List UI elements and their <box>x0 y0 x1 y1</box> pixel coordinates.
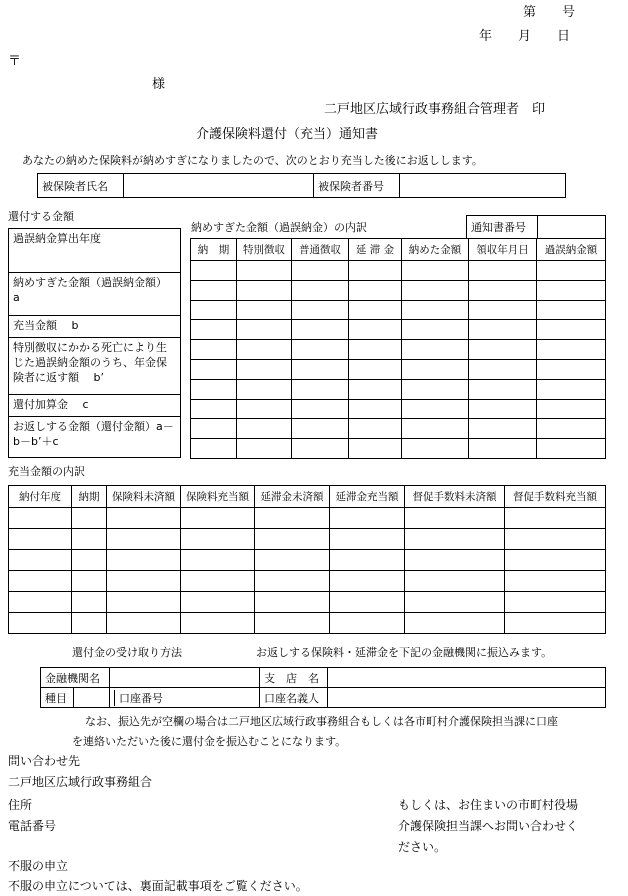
allocation-table-cell[interactable] <box>107 550 181 571</box>
overpaid-table-row <box>191 399 606 419</box>
allocation-table-row <box>9 613 606 634</box>
contact-phone-label: 電話番号 <box>8 819 57 833</box>
allocation-table-cell[interactable] <box>505 529 606 550</box>
refund-method-label: 還付金の受け取り方法 <box>72 646 182 659</box>
overpaid-table-cell[interactable] <box>237 300 292 320</box>
overpaid-table-cell[interactable] <box>191 261 237 281</box>
refund-item-interest: 還付加算金 c <box>9 395 180 417</box>
overpaid-table-cell[interactable] <box>191 379 237 399</box>
allocation-table-cell[interactable] <box>405 613 505 634</box>
bank-holder-field[interactable] <box>328 688 606 708</box>
overpaid-table-cell[interactable] <box>349 261 402 281</box>
overpaid-table-cell[interactable] <box>349 280 402 300</box>
overpaid-table-row <box>191 261 606 281</box>
overpaid-table-cell[interactable] <box>469 419 537 439</box>
overpaid-table-cell[interactable] <box>469 399 537 419</box>
contact-title: 問い合わせ先 <box>8 754 81 768</box>
notice-number-cell-label: 通知書番号 <box>467 216 538 239</box>
bank-account-number-field[interactable] <box>195 690 259 706</box>
overpaid-table-cell[interactable] <box>237 340 292 360</box>
allocation-table-cell[interactable] <box>72 529 107 550</box>
overpaid-table-cell[interactable] <box>237 280 292 300</box>
contact-org: 二戸地区広域行政事務組合 <box>8 775 153 789</box>
allocation-table-cell[interactable] <box>9 613 72 634</box>
allocation-table-cell[interactable] <box>107 508 181 529</box>
allocation-col-fee-unpaid: 督促手数料未済額 <box>405 486 505 508</box>
overpaid-table-cell[interactable] <box>537 439 606 459</box>
refund-item-allocation: 充当金額 b <box>9 316 180 338</box>
overpaid-table-cell[interactable] <box>402 340 469 360</box>
bank-branch-label: 支 店 名 <box>260 668 328 688</box>
overpaid-table-cell[interactable] <box>402 300 469 320</box>
overpaid-table-cell[interactable] <box>469 359 537 379</box>
allocation-table-cell[interactable] <box>330 508 405 529</box>
insured-number-label: 被保険者番号 <box>314 174 400 198</box>
allocation-table-cell[interactable] <box>405 529 505 550</box>
overpaid-table-cell[interactable] <box>292 359 349 379</box>
overpaid-col-receipt-date: 領収年月日 <box>469 239 537 261</box>
overpaid-table-cell[interactable] <box>191 359 237 379</box>
overpaid-col-period: 納 期 <box>191 239 237 261</box>
allocation-table-cell[interactable] <box>505 592 606 613</box>
overpaid-table-cell[interactable] <box>402 379 469 399</box>
overpaid-table-cell[interactable] <box>292 280 349 300</box>
overpaid-table-cell[interactable] <box>349 439 402 459</box>
bank-note-line1: なお、振込先が空欄の場合は二戸地区広域行政事務組合もしくは各市町村介護保険担当課に口座 <box>85 715 558 728</box>
overpaid-table-cell[interactable] <box>191 320 237 340</box>
allocation-table-cell[interactable] <box>330 529 405 550</box>
honorific: 様 <box>152 77 166 92</box>
allocation-table-row <box>9 550 606 571</box>
allocation-table-cell[interactable] <box>255 613 330 634</box>
allocation-table-cell[interactable] <box>405 550 505 571</box>
appeal-title: 不服の申立 <box>8 859 69 873</box>
insured-name-label: 被保険者氏名 <box>38 174 124 198</box>
allocation-table-cell[interactable] <box>255 550 330 571</box>
bank-institution-field[interactable] <box>110 668 260 688</box>
allocation-col-period: 納期 <box>72 486 107 508</box>
overpaid-table-cell[interactable] <box>292 261 349 281</box>
overpaid-table-row <box>191 340 606 360</box>
allocation-table-cell[interactable] <box>330 550 405 571</box>
contact-alt-line2: 介護保険担当課へお問い合わせく <box>398 819 579 833</box>
overpaid-table-cell[interactable] <box>469 340 537 360</box>
overpaid-table-cell[interactable] <box>292 379 349 399</box>
overpaid-table-cell[interactable] <box>237 419 292 439</box>
overpaid-table-cell[interactable] <box>537 300 606 320</box>
allocation-table-cell[interactable] <box>255 508 330 529</box>
overpaid-table-cell[interactable] <box>237 399 292 419</box>
refund-item-overpaid: 納めすぎた金額（過誤納金額） a <box>9 273 180 316</box>
allocation-table-cell[interactable] <box>181 592 255 613</box>
overpaid-table-cell[interactable] <box>292 340 349 360</box>
overpaid-table-cell[interactable] <box>537 261 606 281</box>
overpaid-table-cell[interactable] <box>469 320 537 340</box>
overpaid-table-cell[interactable] <box>469 300 537 320</box>
allocation-table-cell[interactable] <box>107 529 181 550</box>
date-label: 年 月 日 <box>479 29 571 44</box>
overpaid-table-cell[interactable] <box>191 280 237 300</box>
overpaid-table-cell[interactable] <box>292 399 349 419</box>
allocation-table <box>8 485 606 634</box>
allocation-table-cell[interactable] <box>330 571 405 592</box>
overpaid-table-cell[interactable] <box>402 399 469 419</box>
overpaid-col-ordinary: 普通徴収 <box>292 239 349 261</box>
contact-address-label: 住所 <box>8 798 33 812</box>
allocation-table-cell[interactable] <box>9 529 72 550</box>
overpaid-table-cell[interactable] <box>349 340 402 360</box>
allocation-table-row <box>9 508 606 529</box>
allocation-table-cell[interactable] <box>107 613 181 634</box>
overpaid-table-cell[interactable] <box>292 419 349 439</box>
overpaid-table-cell[interactable] <box>191 340 237 360</box>
bank-type-field[interactable] <box>74 688 110 708</box>
overpaid-table <box>190 238 606 459</box>
allocation-col-fiscal-year: 納付年度 <box>9 486 72 508</box>
refund-box-2 <box>8 272 181 458</box>
overpaid-table-cell[interactable] <box>537 340 606 360</box>
notice-number-table <box>466 215 606 239</box>
overpaid-table-cell[interactable] <box>402 439 469 459</box>
overpaid-section-title: 納めすぎた金額（過誤納金）の内訳 <box>191 221 367 234</box>
overpaid-table-cell[interactable] <box>191 300 237 320</box>
refund-item-death-refund: 特別徴収にかかる死亡により生じた過誤納金額のうち、年金保険者に返す額 b’ <box>9 338 180 395</box>
allocation-table-cell[interactable] <box>181 550 255 571</box>
allocation-table-cell[interactable] <box>505 550 606 571</box>
notice-number-field[interactable] <box>538 216 606 239</box>
overpaid-table-cell[interactable] <box>537 379 606 399</box>
overpaid-table-cell[interactable] <box>349 300 402 320</box>
bank-account-number-label: 口座番号 <box>114 690 195 706</box>
insured-number-field[interactable] <box>400 174 566 198</box>
allocation-table-cell[interactable] <box>181 571 255 592</box>
overpaid-col-overpaid: 過誤納金額 <box>537 239 606 261</box>
overpaid-table-cell[interactable] <box>349 320 402 340</box>
allocation-table-row <box>9 571 606 592</box>
allocation-table-cell[interactable] <box>72 571 107 592</box>
issuer: 二戸地区広域行政事務組合管理者 印 <box>324 102 546 117</box>
allocation-table-cell[interactable] <box>405 508 505 529</box>
overpaid-table-cell[interactable] <box>349 419 402 439</box>
overpaid-table-cell[interactable] <box>537 399 606 419</box>
overpaid-table-row <box>191 320 606 340</box>
bank-table <box>40 667 606 708</box>
allocation-table-cell[interactable] <box>505 508 606 529</box>
notice-number-label: 第 号 <box>523 5 576 20</box>
allocation-table-cell[interactable] <box>9 508 72 529</box>
overpaid-table-row <box>191 439 606 459</box>
overpaid-table-cell[interactable] <box>349 399 402 419</box>
overpaid-table-cell[interactable] <box>402 419 469 439</box>
overpaid-table-cell[interactable] <box>469 439 537 459</box>
overpaid-table-cell[interactable] <box>469 379 537 399</box>
allocation-table-cell[interactable] <box>255 571 330 592</box>
allocation-table-row <box>9 529 606 550</box>
refund-method-text: お返しする保険料・延滞金を下記の金融機関に振込みます。 <box>256 646 553 659</box>
bank-branch-field[interactable] <box>328 668 606 688</box>
intro-text: あなたの納めた保険料が納めすぎになりましたので、次のとおり充当した後にお返しします。 <box>22 154 483 167</box>
bank-account-cell <box>110 688 260 708</box>
overpaid-table-row <box>191 379 606 399</box>
overpaid-table-cell[interactable] <box>537 280 606 300</box>
overpaid-table-cell[interactable] <box>237 439 292 459</box>
bank-note-line2: を連絡いただいた後に還付金を振込むことになります。 <box>72 735 347 748</box>
allocation-col-penalty-unpaid: 延滞金未済額 <box>255 486 330 508</box>
contact-alt-line1: もしくは、お住まいの市町村役場 <box>398 798 579 812</box>
allocation-col-premium-allocated: 保険料充当額 <box>181 486 255 508</box>
allocation-table-cell[interactable] <box>9 571 72 592</box>
document-title: 介護保険料還付（充当）通知書 <box>196 127 379 142</box>
overpaid-table-cell[interactable] <box>292 439 349 459</box>
contact-alt-line3: ださい。 <box>398 840 447 854</box>
allocation-table-cell[interactable] <box>9 592 72 613</box>
allocation-table-cell[interactable] <box>505 613 606 634</box>
allocation-table-cell[interactable] <box>72 550 107 571</box>
overpaid-table-cell[interactable] <box>191 439 237 459</box>
allocation-table-cell[interactable] <box>255 529 330 550</box>
bank-holder-label: 口座名義人 <box>260 688 328 708</box>
allocation-table-cell[interactable] <box>72 613 107 634</box>
overpaid-table-row <box>191 280 606 300</box>
overpaid-table-cell[interactable] <box>469 261 537 281</box>
overpaid-table-cell[interactable] <box>237 359 292 379</box>
overpaid-table-cell[interactable] <box>191 419 237 439</box>
insured-table <box>37 173 566 198</box>
overpaid-col-penalty: 延 滞 金 <box>349 239 402 261</box>
allocation-table-cell[interactable] <box>405 592 505 613</box>
overpaid-table-cell[interactable] <box>237 320 292 340</box>
bank-institution-label: 金融機関名 <box>41 668 110 688</box>
overpaid-table-cell[interactable] <box>237 379 292 399</box>
insured-name-field[interactable] <box>124 174 314 198</box>
appeal-text: 不服の申立については、裏面記載事項をご覧ください。 <box>8 879 308 893</box>
overpaid-table-cell[interactable] <box>537 320 606 340</box>
overpaid-table-cell[interactable] <box>292 300 349 320</box>
refund-item-fiscal-year: 過誤納金算出年度 <box>13 232 101 245</box>
overpaid-col-special: 特別徴収 <box>237 239 292 261</box>
overpaid-table-row <box>191 419 606 439</box>
overpaid-table-cell[interactable] <box>292 320 349 340</box>
allocation-table-cell[interactable] <box>9 550 72 571</box>
overpaid-table-cell[interactable] <box>191 399 237 419</box>
overpaid-col-paid: 納めた金額 <box>402 239 469 261</box>
allocation-table-cell[interactable] <box>107 571 181 592</box>
postal-mark: 〒 <box>8 54 22 69</box>
allocation-table-cell[interactable] <box>330 613 405 634</box>
allocation-table-cell[interactable] <box>72 592 107 613</box>
allocation-section-title: 充当金額の内訳 <box>8 465 85 478</box>
bank-type-label: 種目 <box>41 688 74 708</box>
allocation-table-cell[interactable] <box>255 592 330 613</box>
allocation-col-penalty-allocated: 延滞金充当額 <box>330 486 405 508</box>
allocation-table-cell[interactable] <box>72 508 107 529</box>
overpaid-table-cell[interactable] <box>469 280 537 300</box>
allocation-col-fee-allocated: 督促手数料充当額 <box>505 486 606 508</box>
overpaid-table-cell[interactable] <box>537 359 606 379</box>
refund-section-title: 還付する金額 <box>8 210 74 223</box>
refund-item-total: お返しする金額（還付金額）a－b－b’＋c <box>13 420 174 448</box>
overpaid-table-cell[interactable] <box>349 359 402 379</box>
allocation-table-cell[interactable] <box>330 592 405 613</box>
overpaid-table-cell[interactable] <box>402 261 469 281</box>
overpaid-table-cell[interactable] <box>402 320 469 340</box>
allocation-table-cell[interactable] <box>405 571 505 592</box>
overpaid-table-cell[interactable] <box>237 261 292 281</box>
overpaid-table-cell[interactable] <box>349 379 402 399</box>
overpaid-table-cell[interactable] <box>402 280 469 300</box>
overpaid-table-row <box>191 359 606 379</box>
allocation-table-row <box>9 592 606 613</box>
allocation-table-cell[interactable] <box>181 529 255 550</box>
allocation-table-cell[interactable] <box>181 613 255 634</box>
allocation-col-premium-unpaid: 保険料未済額 <box>107 486 181 508</box>
overpaid-table-cell[interactable] <box>537 419 606 439</box>
allocation-table-cell[interactable] <box>505 571 606 592</box>
refund-box-1 <box>8 228 181 273</box>
allocation-table-cell[interactable] <box>107 592 181 613</box>
overpaid-table-row <box>191 300 606 320</box>
allocation-table-cell[interactable] <box>181 508 255 529</box>
overpaid-table-cell[interactable] <box>402 359 469 379</box>
